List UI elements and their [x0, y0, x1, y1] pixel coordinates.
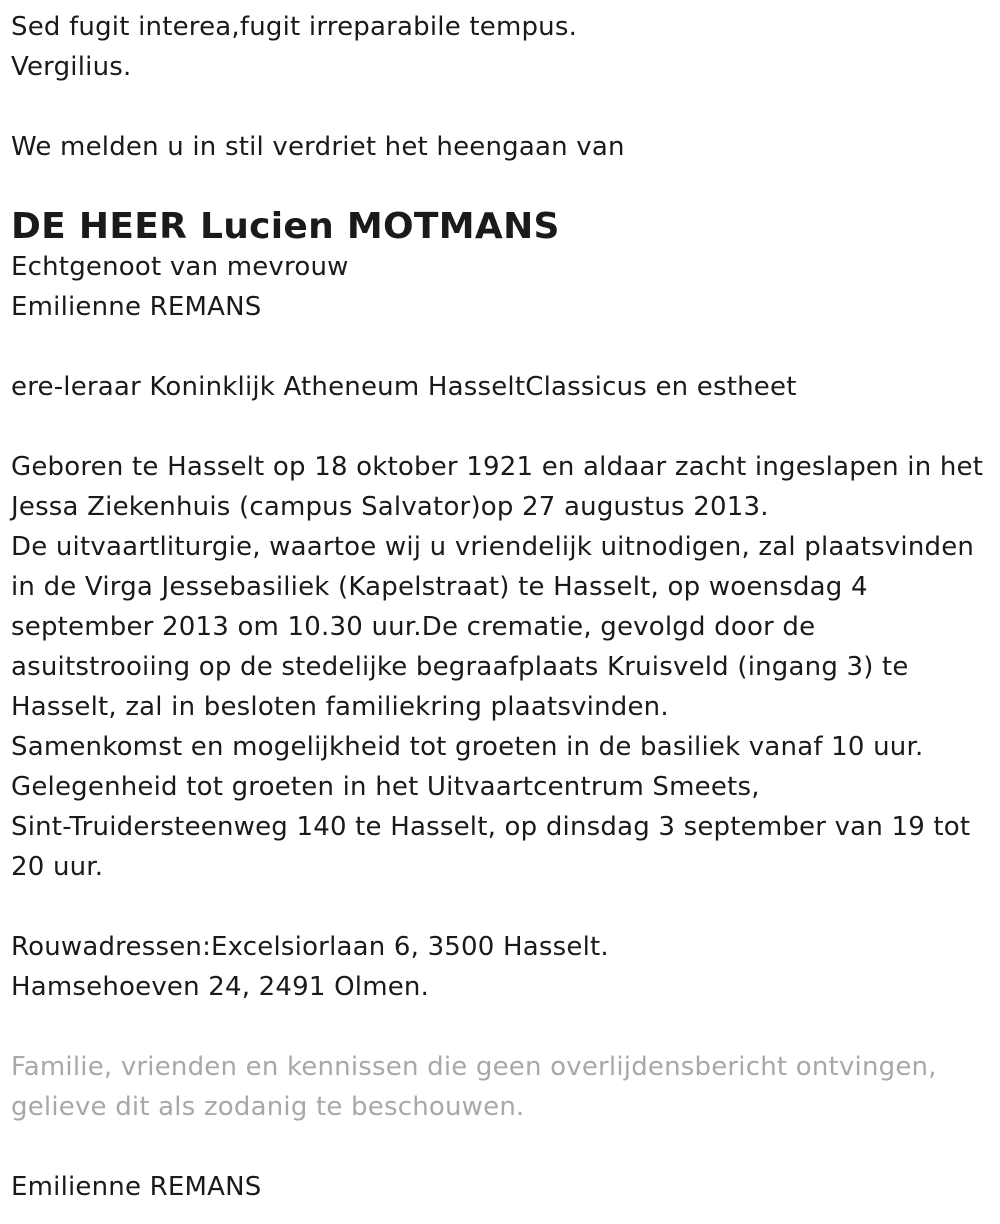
body-line: Jessa Ziekenhuis (campus Salvator)op 27 augustus 2013. — [11, 492, 769, 522]
body-line: in de Virga Jessebasiliek (Kapelstraat) te Hasselt, op woensdag 4 — [11, 572, 868, 602]
intro-text: We melden u in stil verdriet het heengaan van — [11, 132, 625, 162]
spacer — [11, 407, 996, 447]
quote-author: Vergilius. — [11, 52, 132, 82]
body-line: 20 uur. — [11, 852, 104, 882]
body-line: Gelegenheid tot groeten in het Uitvaartcentrum Smeets, — [11, 772, 760, 802]
address-line-2: Hamsehoeven 24, 2491 Olmen. — [11, 972, 430, 1002]
notice-line-1: Familie, vrienden en kennissen die geen overlijdensbericht ontvingen, — [11, 1052, 937, 1082]
spouse-label: Echtgenoot van mevrouw — [11, 252, 349, 282]
body-line: september 2013 om 10.30 uur.De crematie, gevolgd door de — [11, 612, 816, 642]
address-line-1: Rouwadressen:Excelsiorlaan 6, 3500 Hasselt. — [11, 932, 609, 962]
quote-line: Sed fugit interea,fugit irreparabile tempus. — [11, 12, 578, 42]
deceased-name: DE HEER Lucien MOTMANS — [11, 206, 560, 247]
notice-line-2: gelieve dit als zodanig te beschouwen. — [11, 1092, 525, 1122]
body-line: Geboren te Hasselt op 18 oktober 1921 en aldaar zacht ingeslapen in het — [11, 452, 984, 482]
body-line: Samenkomst en mogelijkheid tot groeten in de basiliek vanaf 10 uur. — [11, 732, 924, 762]
body-paragraph — [11, 447, 996, 887]
body-line: De uitvaartliturgie, waartoe wij u vriendelijk uitnodigen, zal plaatsvinden — [11, 532, 975, 562]
body-line: asuitstrooiing op de stedelijke begraafplaats Kruisveld (ingang 3) te — [11, 652, 909, 682]
spacer — [11, 1127, 996, 1167]
signature: Emilienne REMANS — [11, 1172, 262, 1202]
spacer — [11, 87, 996, 127]
spouse-name: Emilienne REMANS — [11, 292, 262, 322]
spacer — [11, 887, 996, 927]
obituary-notice — [11, 7, 996, 1207]
body-line: Hasselt, zal in besloten familiekring plaatsvinden. — [11, 692, 669, 722]
profession: ere-leraar Koninklijk Atheneum HasseltClassicus en estheet — [11, 372, 797, 402]
spacer — [11, 327, 996, 367]
body-line: Sint-Truidersteenweg 140 te Hasselt, op dinsdag 3 september van 19 tot — [11, 812, 971, 842]
spacer — [11, 1007, 996, 1047]
spacer — [11, 167, 996, 207]
